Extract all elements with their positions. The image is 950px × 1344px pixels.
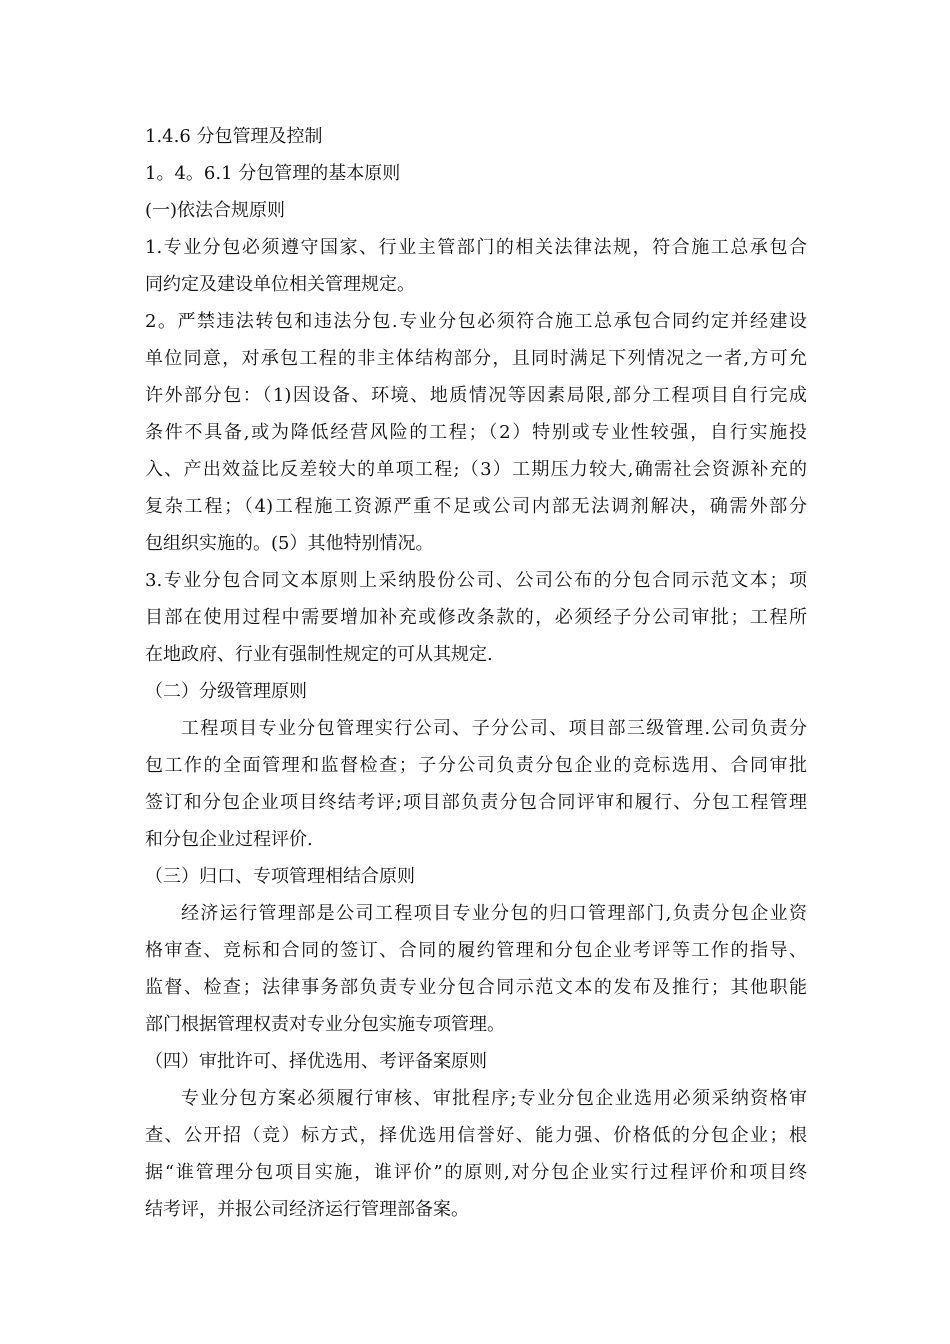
part3-body-line: 经济运行管理部是公司工程项目专业分包的归口管理部门,负责分包企业资 <box>181 903 807 924</box>
part1-item1-line: 同约定及建设单位相关管理规定。 <box>145 274 415 295</box>
part2-body-line: 签订和分包企业项目终结考评;项目部负责分包合同评审和履行、分包工程管理 <box>145 792 807 813</box>
part3-body-line: 监督、检查；法律事务部负责专业分包合同示范文本的发布及推行；其他职能 <box>145 977 807 998</box>
part4-body-line: 专业分包方案必须履行审核、审批程序;专业分包企业选用必须采纳资格审 <box>181 1088 807 1109</box>
part1-item3-line: 3.专业分包合同文本原则上采纳股份公司、公司公布的分包合同示范文本；项 <box>145 570 807 591</box>
part2-heading: （二）分级管理原则 <box>145 681 307 702</box>
part2-body-line: 和分包企业过程评价. <box>145 829 313 850</box>
part4-body-line: 查、公开招（竞）标方式，择优选用信誉好、能力强、价格低的分包企业；根 <box>145 1125 807 1146</box>
part3-heading: （三）归口、专项管理相结合原则 <box>145 866 415 887</box>
part1-item2-line: 包组织实施的。(5）其他特别情况。 <box>145 533 434 554</box>
part4-body-line: 结考评，并报公司经济运行管理部备案。 <box>145 1199 469 1220</box>
document-body <box>145 118 807 1228</box>
part4-heading: （四）审批许可、择优选用、考评备案原则 <box>145 1051 487 1072</box>
part1-heading: (一)依法合规原则 <box>145 200 286 221</box>
section-heading: 1.4.6 分包管理及控制 <box>145 126 323 147</box>
part4-body-line: 据“谁管理分包项目实施，谁评价”的原则,对分包企业实行过程评价和项目终 <box>145 1162 807 1183</box>
part1-item1-line: 1.专业分包必须遵守国家、行业主管部门的相关法律法规，符合施工总承包合 <box>145 237 807 258</box>
part2-body-line: 工程项目专业分包管理实行公司、子分公司、项目部三级管理.公司负责分 <box>181 718 807 739</box>
part1-item2-line: 复杂工程；（4)工程施工资源严重不足或公司内部无法调剂解决，确需外部分 <box>145 496 807 517</box>
subsection-heading: 1。4。6.1 分包管理的基本原则 <box>145 163 401 184</box>
part1-item3-line: 在地政府、行业有强制性规定的可从其规定. <box>145 644 493 665</box>
part1-item2-line: 入、产出效益比反差较大的单项工程;（3）工期压力较大,确需社会资源补充的 <box>145 459 807 480</box>
part3-body-line: 部门根据管理权责对专业分包实施专项管理。 <box>145 1014 505 1035</box>
part1-item2-line: 单位同意，对承包工程的非主体结构部分，且同时满足下列情况之一者,方可允 <box>145 348 807 369</box>
part1-item2-line: 条件不具备,或为降低经营风险的工程；（2）特别或专业性较强，自行实施投 <box>145 422 807 443</box>
part1-item3-line: 目部在使用过程中需要增加补充或修改条款的，必须经子分公司审批；工程所 <box>145 607 807 628</box>
part1-item2-line: 2。严禁违法转包和违法分包.专业分包必须符合施工总承包合同约定并经建设 <box>145 311 807 332</box>
part1-item2-line: 许外部分包：（1)因设备、环境、地质情况等因素局限,部分工程项目自行完成 <box>145 385 807 406</box>
part2-body-line: 包工作的全面管理和监督检查；子分公司负责分包企业的竞标选用、合同审批 <box>145 755 807 776</box>
part3-body-line: 格审查、竞标和合同的签订、合同的履约管理和分包企业考评等工作的指导、 <box>145 940 807 961</box>
